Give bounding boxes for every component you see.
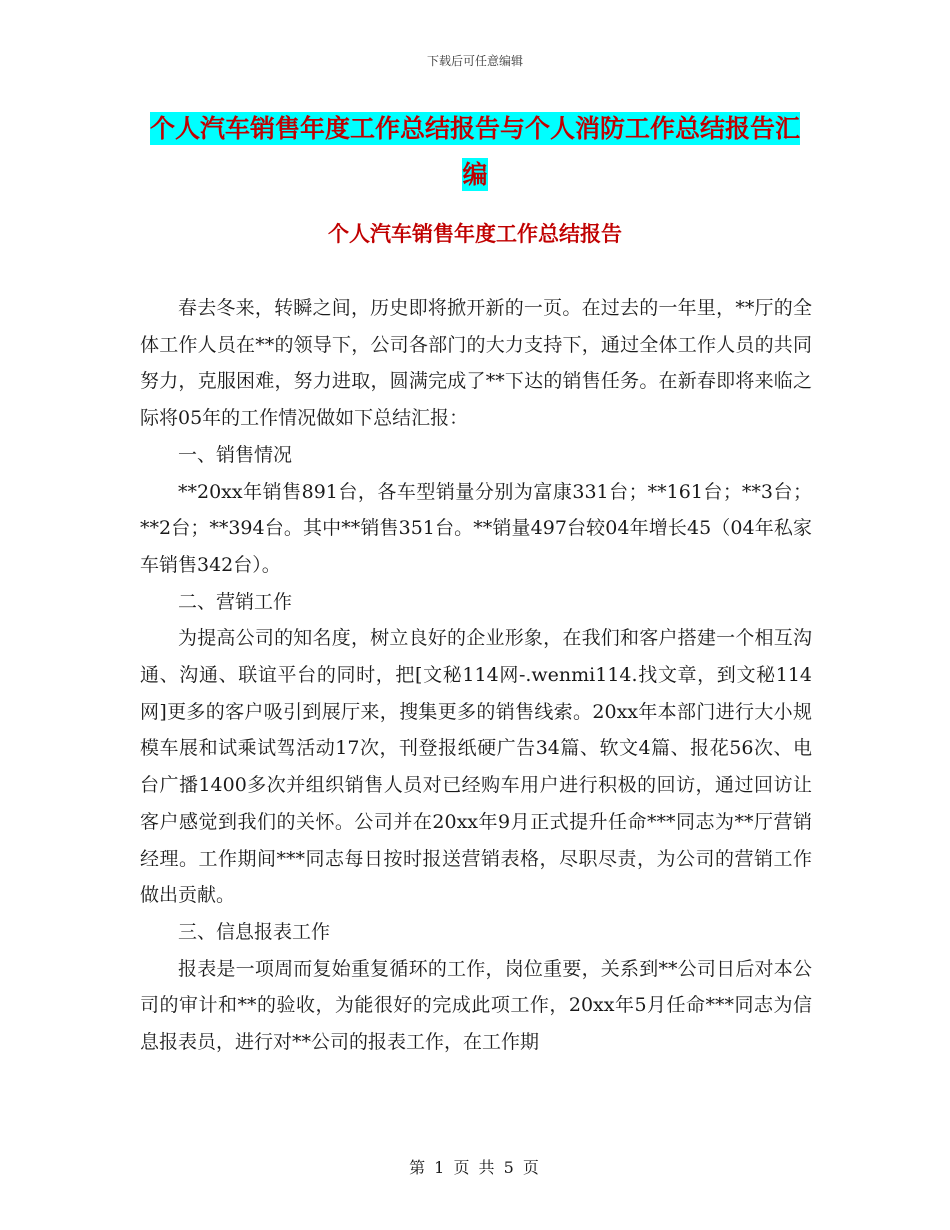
heading-reports: 三、信息报表工作 xyxy=(178,920,331,943)
paragraph-reports: 报表是一项周而复始重复循环的工作，岗位重要，关系到**公司日后对本公司的审计和**的验收，为能很好的完成此项工作，20xx年5月任命***同志为信息报表员，进行对**公司的报表工作，在工作期 xyxy=(140,957,812,1054)
paragraph-sales: **20xx年销售891台，各车型销量分别为富康331台；**161台；**3台；**2台；**394台。其中**销售351台。**销量497台较04年增长45（04年私家车销售342台）。 xyxy=(140,480,812,576)
paragraph-marketing: 为提高公司的知名度，树立良好的企业形象，在我们和客户搭建一个相互沟通、沟通、联谊平台的同时，把[文秘114网-.wenmi114.找文章，到文秘114网]更多的客户吸引到展厅来，搜集更多的销售线索。20xx年本部门进行大小规模车展和试乘试驾活动17次，刊登报纸硬广告34篇、软文4篇、报花56次、电台广播1400多次并组织销售人员对已经购车用户进行积极的回访，通过回访让客户感觉到我们的关怀。公司并在20xx年9月正式提升任命***同志为**厅营销经理。工作期间***同志每日按时报送营销表格，尽职尽责，为公司的营销工作做出贡献。 xyxy=(140,627,812,907)
document-body xyxy=(140,290,812,1061)
page-number: 第 1 页 共 5 页 xyxy=(409,1158,541,1177)
document-title xyxy=(140,106,810,198)
page-header-note: 下载后可任意编辑 xyxy=(426,54,523,68)
heading-marketing: 二、营销工作 xyxy=(178,590,293,613)
document-title-text: 个人汽车销售年度工作总结报告与个人消防工作总结报告汇编 xyxy=(149,114,800,189)
section-title: 个人汽车销售年度工作总结报告 xyxy=(328,222,622,246)
heading-sales: 一、销售情况 xyxy=(178,443,293,466)
paragraph-intro: 春去冬来，转瞬之间，历史即将掀开新的一页。在过去的一年里，**厅的全体工作人员在**的领导下，公司各部门的大力支持下，通过全体工作人员的共同努力，克服困难，努力进取，圆满完成了**下达的销售任务。在新春即将来临之际将05年的工作情况做如下总结汇报： xyxy=(140,297,812,430)
